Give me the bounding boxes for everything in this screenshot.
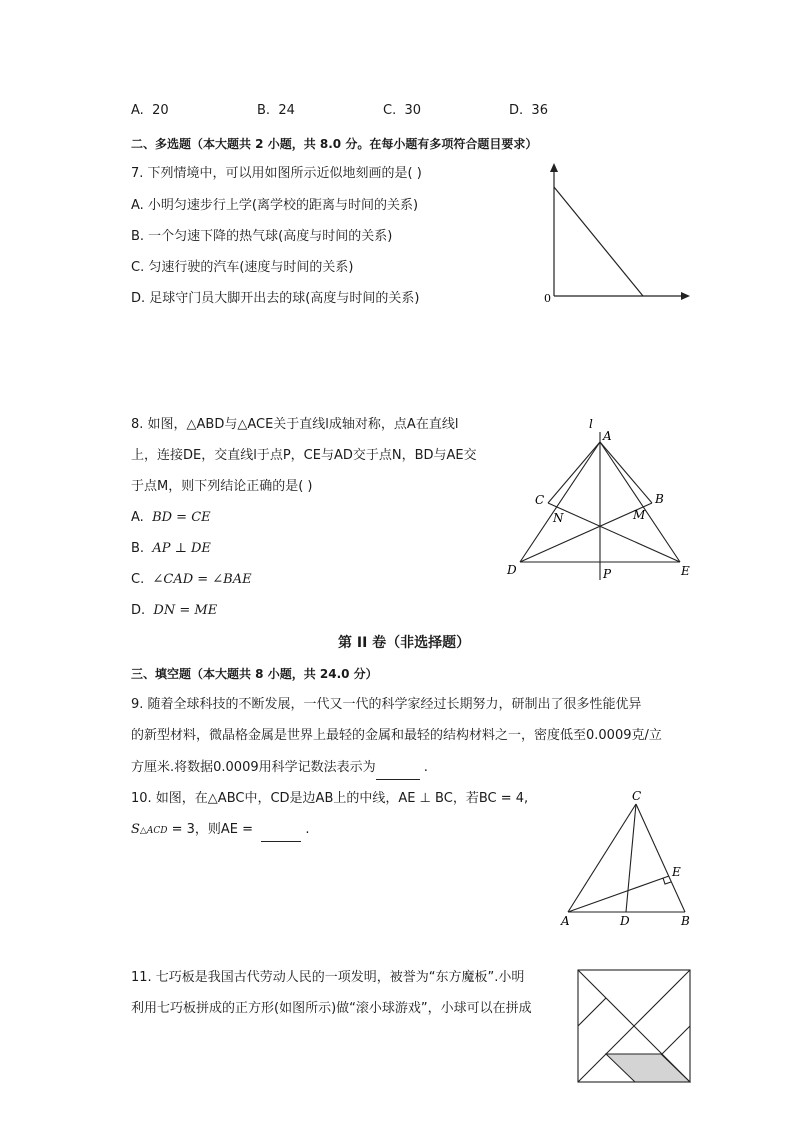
q6-option-a: A. 20: [131, 103, 169, 118]
q8-option-d: D. DN = ME: [131, 603, 218, 618]
q8-stem-line1: 8. 如图，△ABD与△ACE关于直线l成轴对称，点A在直线l: [131, 417, 459, 432]
q10-line2: S△ACD = 3，则AE = .: [131, 819, 310, 842]
q8-label-e: E: [681, 564, 690, 578]
section-2-header: 二、多选题（本大题共 2 小题，共 8.0 分。在每小题有多项符合题目要求）: [131, 137, 538, 151]
q8-label-b: B: [655, 492, 664, 506]
q6-option-b: B. 24: [257, 103, 295, 118]
q7-origin-label: 0: [544, 292, 551, 305]
q7-option-a: A. 小明匀速步行上学(离学校的距离与时间的关系): [131, 198, 419, 213]
q8-label-m: M: [633, 508, 646, 522]
q10-label-e: E: [672, 865, 681, 879]
q7-option-c: C. 匀速行驶的汽车(速度与时间的关系): [131, 260, 354, 275]
q7-stem: 7. 下列情境中，可以用如图所示近似地刻画的是( ): [131, 166, 422, 181]
q8-label-p: P: [603, 567, 612, 581]
q11-shaded-piece: [606, 1054, 690, 1082]
q10-label-a: A: [561, 914, 570, 928]
q10-line1: 10. 如图，在△ABC中，CD是边AB上的中线，AE ⊥ BC，若BC = 4,: [131, 791, 529, 806]
q8-label-c: C: [535, 493, 545, 507]
q8-option-a: A. BD = CE: [131, 510, 211, 525]
q8-label-n: N: [553, 511, 564, 525]
q10-label-c: C: [632, 789, 642, 803]
q8-option-b: B. AP ⊥ DE: [131, 541, 211, 556]
q8-label-d: D: [507, 563, 517, 577]
q8-stem-line2: 上，连接DE，交直线l于点P，CE与AD交于点N，BD与AE交: [131, 448, 477, 463]
q9-line3: 方厘米.将数据0.0009用科学记数法表示为 .: [131, 757, 428, 780]
part-2-title: 第 II 卷（非选择题）: [338, 635, 471, 651]
q6-option-d: D. 36: [509, 103, 548, 118]
q7-option-d: D. 足球守门员大脚开出去的球(高度与时间的关系): [131, 291, 420, 306]
q11-line1: 11. 七巧板是我国古代劳动人民的一项发明，被誉为“东方魔板”.小明: [131, 970, 525, 985]
q11-line-a: [578, 998, 606, 1026]
section-3-header: 三、填空题（本大题共 8 小题，共 24.0 分）: [131, 667, 378, 681]
q9-line1: 9. 随着全球科技的不断发展，一代又一代的科学家经过长期努力，研制出了很多性能优异: [131, 697, 642, 712]
q11-line2: 利用七巧板拼成的正方形(如图所示)做“滚小球游戏”，小球可以在拼成: [131, 1001, 532, 1016]
q6-option-c: C. 30: [383, 103, 422, 118]
q11-line-d: [662, 1026, 690, 1054]
q11-diag-half: [634, 970, 690, 1026]
q9-line2: 的新型材料，微晶格金属是世界上最轻的金属和最轻的结构材料之一，密度低至0.0009克/立: [131, 728, 662, 743]
q7-option-b: B. 一个匀速下降的热气球(高度与时间的关系): [131, 229, 393, 244]
q8-label-l: l: [589, 417, 593, 431]
q8-option-c: C. ∠CAD = ∠BAE: [131, 572, 252, 587]
q10-label-b: B: [681, 914, 690, 928]
q8-label-a: A: [603, 429, 612, 443]
q10-label-d: D: [620, 914, 630, 928]
q8-stem-line3: 于点M，则下列结论正确的是( ): [131, 479, 313, 494]
